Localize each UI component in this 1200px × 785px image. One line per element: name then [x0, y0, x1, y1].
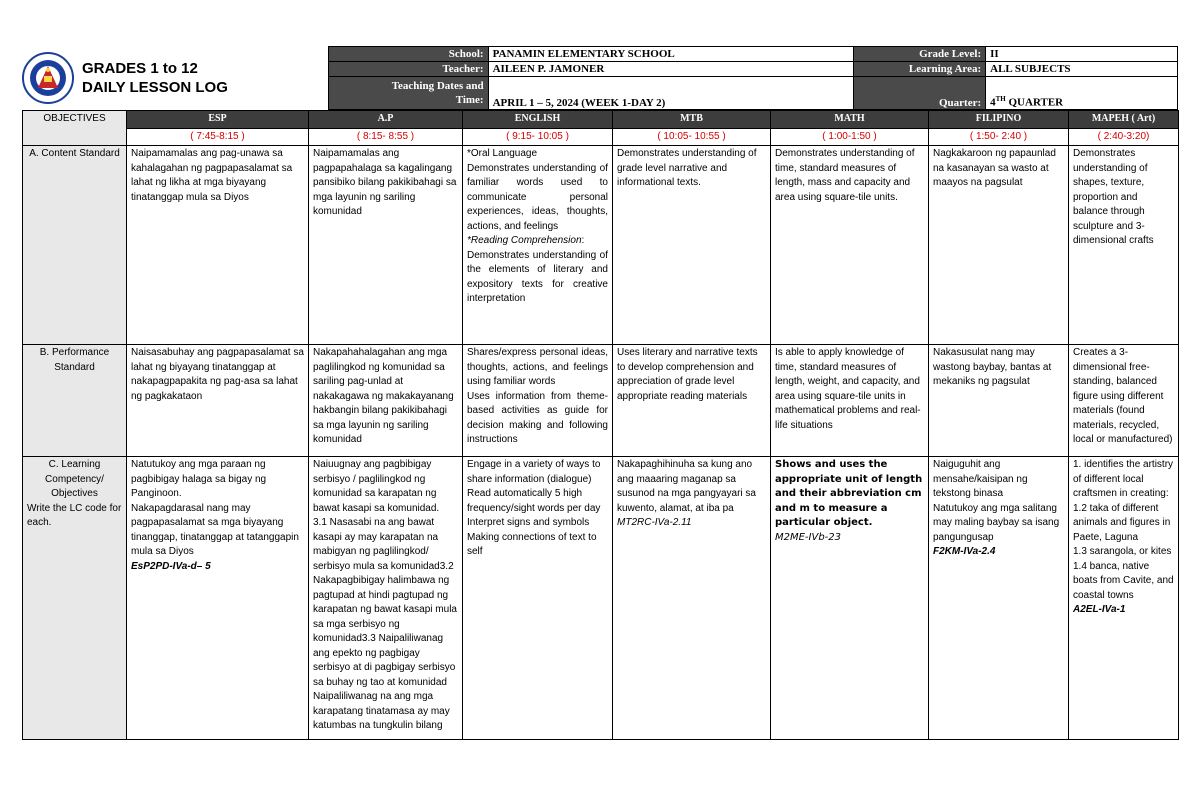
- content-math: Demonstrates understanding of time, standard measures of length, mass and capacity and area using square-tile units.: [771, 146, 929, 345]
- content-english-3-label: *Reading Comprehension: [467, 235, 582, 246]
- row-c-title: C. Learning Competency/ Objectives: [45, 459, 104, 499]
- competency-mapeh-4: 1.4 banca, native boats from Cavite, and coastal towns: [1073, 560, 1174, 601]
- competency-english-3: Interpret signs and symbols: [467, 517, 590, 528]
- logo-title-block: [22, 46, 328, 110]
- title-line-2: DAILY LESSON LOG: [82, 79, 228, 96]
- time-esp: ( 7:45-8:15 ): [127, 128, 309, 146]
- dates-value: APRIL 1 – 5, 2024 (WEEK 1-DAY 2): [488, 76, 854, 109]
- row-label-content-standard: A. Content Standard: [23, 146, 127, 345]
- competency-filipino-code: F2KM-IVa-2.4: [933, 546, 996, 557]
- competency-filipino-2: Natutukoy ang mga salitang may maling baybay sa isang pangungusap: [933, 502, 1060, 543]
- performance-english-1: Shares/express personal ideas, thoughts, actions, and feelings using familiar words: [467, 347, 608, 387]
- performance-ap: Nakapahahalagahan ang mga paglilingkod ng komunidad sa sariling pag-unlad at nakakagawa ng makakayanang hakbangin bilang pakikibahagi sa mga layunin ng sariling komunidad: [309, 345, 463, 457]
- competency-english-2: Read automatically 5 high frequency/sight words per day: [467, 488, 601, 514]
- lesson-log-sheet: [22, 46, 1178, 740]
- quarter-value: [986, 76, 1178, 109]
- time-math: ( 1:00-1:50 ): [771, 128, 929, 146]
- area-value: ALL SUBJECTS: [986, 61, 1178, 76]
- quarter-label: Quarter:: [854, 76, 986, 109]
- competency-mtb-code: MT2RC-IVa-2.11: [617, 517, 692, 528]
- competency-math: [771, 457, 929, 740]
- competency-mtb: [613, 457, 771, 740]
- competency-esp-code: EsP2PD-IVa-d– 5: [131, 560, 211, 572]
- competency-mapeh-2: 1.2 taka of different animals and figures in Paete, Laguna: [1073, 502, 1171, 543]
- subject-mtb: MTB: [613, 111, 771, 129]
- area-label: Learning Area:: [854, 61, 986, 76]
- objectives-header: OBJECTIVES: [23, 111, 127, 146]
- dates-label-line-2: Time:: [455, 93, 484, 106]
- performance-filipino: Nakasusulat nang may wastong baybay, bantas at mekaniks ng pagsulat: [929, 345, 1069, 457]
- competency-english-1: Engage in a variety of ways to share information (dialogue): [467, 459, 601, 485]
- title-line-1: GRADES 1 to 12: [82, 60, 198, 77]
- content-ap: Naipamamalas ang pagpapahalaga sa kagalingang pansibiko bilang pakikibahagi sa mga layunin ng sariling komunidad: [309, 146, 463, 345]
- performance-mapeh: Creates a 3-dimensional free-standing, balanced figure using different materials (found materials, recycled, local or manufactured): [1069, 345, 1179, 457]
- content-mapeh: Demonstrates understanding of shapes, texture, proportion and balance through sculpture and 3-dimensional crafts: [1069, 146, 1179, 345]
- content-english-3-colon: :: [581, 235, 585, 246]
- subject-mapeh: MAPEH ( Art): [1069, 111, 1179, 129]
- quarter-number: 4: [990, 97, 996, 109]
- content-english-4: Demonstrates understanding of the elements of literary and expository texts for creative interpretation: [467, 249, 608, 304]
- teacher-value: AILEEN P. JAMONER: [488, 61, 854, 76]
- performance-mtb: Uses literary and narrative texts to develop comprehension and appreciation of grade level appropriate reading materials: [613, 345, 771, 457]
- dates-label: [328, 76, 488, 109]
- grade-label: Grade Level:: [854, 47, 986, 62]
- grade-value: II: [986, 47, 1178, 62]
- school-info-table: [328, 46, 1178, 110]
- daily-lesson-log-table: [22, 110, 1179, 740]
- row-label-learning-competency: [23, 457, 127, 740]
- time-mapeh: ( 2:40-3:20): [1069, 128, 1179, 146]
- competency-ap-3: Naipaliliwanag na ang mga karapatang tinatamasa ay may katumbas na tungkulin bilang: [313, 691, 450, 731]
- teacher-label: Teacher:: [328, 61, 488, 76]
- quarter-word: QUARTER: [1005, 97, 1064, 109]
- competency-mapeh-3: 1.3 sarangola, or kites: [1073, 546, 1172, 557]
- subject-filipino: FILIPINO: [929, 111, 1069, 129]
- subject-english: ENGLISH: [463, 111, 613, 129]
- subject-math: MATH: [771, 111, 929, 129]
- header: [22, 46, 1178, 110]
- competency-esp-2: Nakapagdarasal nang may pagpapasalamat sa mga biyayang tinanggap, tinatanggap at tatanggapin mula sa Diyos: [131, 502, 299, 557]
- content-esp: Naipamamalas ang pag-unawa sa kahalagahan ng pagpapasalamat sa lahat ng likha at mga biyayang tinatanggap mula sa Diyos: [127, 146, 309, 345]
- row-label-performance-standard: B. Performance Standard: [23, 345, 127, 457]
- quarter-suffix: TH: [995, 95, 1006, 104]
- performance-esp: Naisasabuhay ang pagpapasalamat sa lahat ng biyayang tinatanggap at nakapagpapakita ng pag-asa sa lahat ng pagkakataon: [127, 345, 309, 457]
- competency-esp-1: Natutukoy ang mga paraan ng pagbibigay halaga sa bigay ng Panginoon.: [131, 459, 267, 499]
- deped-seal-icon: [22, 52, 74, 104]
- subject-ap: A.P: [309, 111, 463, 129]
- competency-math-code: M2ME-IVb-23: [775, 531, 842, 543]
- competency-ap: [309, 457, 463, 740]
- time-mtb: ( 10:05- 10:55 ): [613, 128, 771, 146]
- competency-mapeh: [1069, 457, 1179, 740]
- competency-english-4: Making connections of text to self: [467, 531, 597, 557]
- content-english-1: *Oral Language: [467, 148, 538, 159]
- competency-mapeh-1: 1. identifies the artistry of different local craftsmen in creating:: [1073, 459, 1174, 499]
- content-filipino: Nagkakaroon ng papaunlad na kasanayan sa wasto at maayos na pagsulat: [929, 146, 1069, 345]
- performance-english: [463, 345, 613, 457]
- time-filipino: ( 1:50- 2:40 ): [929, 128, 1069, 146]
- school-value: PANAMIN ELEMENTARY SCHOOL: [488, 47, 854, 62]
- time-english: ( 9:15- 10:05 ): [463, 128, 613, 146]
- performance-math: Is able to apply knowledge of time, standard measures of length, weight, and capacity, and area using square-tile units in mathematical problems and real-life situations: [771, 345, 929, 457]
- row-c-note: Write the LC code for each.: [27, 502, 122, 528]
- competency-mtb-1: Nakapaghihinuha sa kung ano ang maaaring maganap sa susunod na mga pangyayari sa kuwento, alamat, at iba pa: [617, 459, 756, 514]
- content-english: [463, 146, 613, 345]
- content-english-3: [467, 234, 608, 249]
- subject-esp: ESP: [127, 111, 309, 129]
- school-label: School:: [328, 47, 488, 62]
- competency-filipino: [929, 457, 1069, 740]
- competency-mapeh-code: A2EL-IVa-1: [1073, 604, 1126, 615]
- competency-math-1: Shows and uses the appropriate unit of length and their abbreviation cm and m to measure a particular object.: [775, 459, 923, 528]
- dates-label-line-1: Teaching Dates and: [391, 79, 484, 92]
- content-mtb: Demonstrates understanding of grade level narrative and informational texts.: [613, 146, 771, 345]
- competency-esp: [127, 457, 309, 740]
- time-ap: ( 8:15- 8:55 ): [309, 128, 463, 146]
- competency-filipino-1: Naiguguhit ang mensahe/kaisipan ng tekstong binasa: [933, 459, 1028, 499]
- competency-ap-2: 3.1 Nasasabi na ang bawat kasapi ay may karapatan na mabigyan ng paglilingkod/ serbisyo mula sa komunidad3.2 Nakapagbibigay halimbawa ng pagtupad at hindi pagtupad ng karapatan ng bawat kasapi mula sa mga serbisyo ng komunidad3.3 Naipaliliwanag ang epekto ng pagbigay serbisyo at di pagbigay serbisyo sa buhay ng tao at komunidad: [313, 517, 457, 688]
- competency-ap-1: Naiuugnay ang pagbibigay serbisyo / paglilingkod ng komunidad sa karapatan ng bawat kasapi sa komunidad.: [313, 459, 440, 514]
- performance-english-2: Uses information from theme-based activities as guide for decision making and following instructions: [467, 390, 608, 445]
- competency-english: [463, 457, 613, 740]
- content-english-2: Demonstrates understanding of familiar words used to communicate personal experiences, ideas, thoughts, actions, and feelings: [467, 162, 608, 232]
